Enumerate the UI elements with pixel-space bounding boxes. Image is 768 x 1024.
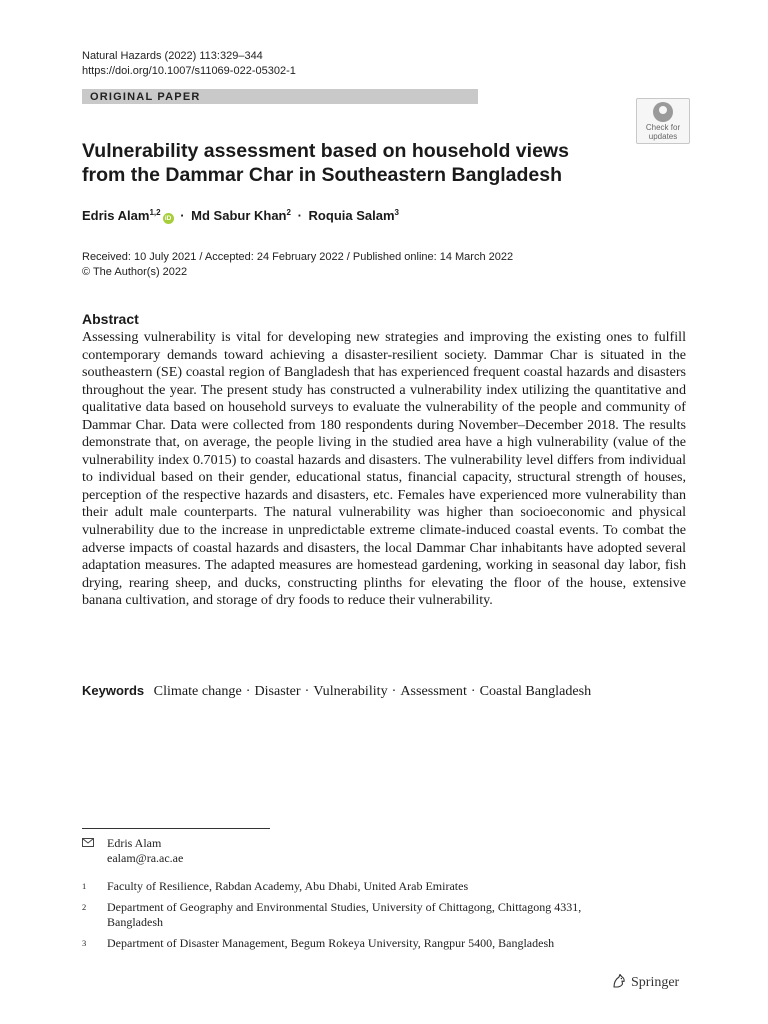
author-affiliation-ref: 2 xyxy=(286,208,291,217)
corresponding-author xyxy=(107,836,183,866)
affiliation-text: Faculty of Resilience, Rabdan Academy, Abu Dhabi, United Arab Emirates xyxy=(107,879,469,893)
keyword-separator: · xyxy=(391,683,397,699)
affiliation-text: Department of Disaster Management, Begum Rokeya University, Rangpur 5400, Bangladesh xyxy=(107,936,555,950)
publication-dates xyxy=(82,250,513,280)
author-list xyxy=(82,208,399,224)
keyword: Coastal Bangladesh xyxy=(479,683,592,699)
author-separator: · xyxy=(180,208,185,223)
corresponding-author-name: Edris Alam xyxy=(107,836,162,850)
affiliation-number: 3 xyxy=(82,938,87,948)
affiliation-text-line-1: Department of Geography and Environmental Studies, University of Chittagong, Chittagong 4331, xyxy=(107,900,582,914)
publisher-logo xyxy=(611,973,679,991)
affiliation-2 xyxy=(0,900,768,932)
author-name[interactable]: Edris Alam xyxy=(82,208,150,223)
article-type-bar xyxy=(82,89,478,104)
author-name[interactable]: Md Sabur Khan xyxy=(191,208,287,223)
article-title xyxy=(82,139,602,187)
title-line-1: Vulnerability assessment based on household views xyxy=(82,140,569,162)
keyword-separator: · xyxy=(470,683,476,699)
keyword-separator: · xyxy=(304,683,310,699)
affiliation-text-line-2: Bangladesh xyxy=(107,915,163,929)
orcid-icon[interactable]: iD xyxy=(163,213,174,224)
abstract-heading: Abstract xyxy=(82,311,139,327)
crossmark-label: Check for updates xyxy=(645,123,681,141)
author-name[interactable]: Roquia Salam xyxy=(308,208,395,223)
keyword: Vulnerability xyxy=(313,683,388,699)
keyword: Climate change xyxy=(153,683,242,699)
keyword: Disaster xyxy=(254,683,301,699)
history-dates: Received: 10 July 2021 / Accepted: 24 February 2022 / Published online: 14 March 2022 xyxy=(82,251,514,263)
publisher-name: Springer xyxy=(631,975,680,990)
affiliation-3 xyxy=(0,936,768,952)
article-type-label: ORIGINAL PAPER xyxy=(90,91,201,103)
copyright-notice: © The Author(s) 2022 xyxy=(82,266,188,278)
affiliation-number: 2 xyxy=(82,902,87,912)
affiliation-number: 1 xyxy=(82,881,87,891)
footnote-divider xyxy=(82,828,270,829)
springer-horse-icon xyxy=(611,973,627,989)
corresponding-author-email[interactable]: ealam@ra.ac.ae xyxy=(107,851,184,865)
check-for-updates-button[interactable] xyxy=(636,98,690,144)
journal-info xyxy=(82,49,296,79)
title-line-2: from the Dammar Char in Southeastern Bangladesh xyxy=(82,164,563,186)
keywords-label: Keywords xyxy=(82,683,145,698)
abstract-body: Assessing vulnerability is vital for developing new strategies and improving the existing ones to fulfill contemporary demands toward achieving a disaster-resilient society. Dammar Char is situated in the southeastern (SE) coastal region of Bangladesh that has experienced frequent coastal hazards and disasters throughout the year. The present study has constructed a vulnerability index utilizing the quantitative and qualitative data based on household surveys to evaluate the vulnerability of the people and community of Dammar Char. Data were collected from 180 respondents during November–December 2018. The results demonstrate that, on average, the people living in the studied area have a high vulnerability (value of the vulnerability index 0.7015) to coastal hazards and disasters. The vulnerability level differs from individual to individual based on their gender, educational status, financial capacity, structural strength of houses, perception of the respective hazards and disasters, etc. Females have experienced more vulnerability than their adult male counterparts. The natural vulnerability was higher than socioeconomic and physical vulnerability due to the increase in unpredictable extreme climate-induced coastal events. To combat the adverse impacts of coastal hazards and disasters, the local Dammar Char inhabitants have adopted several adaptation measures. The adapted measures are homestead gardening, working in seasonal day labor, fish drying, rearing sheep, and ducks, constructing plinths for elevating the floor of the house, extensive banana cultivation, and storage of dry foods to reduce their vulnerability. xyxy=(82,329,686,609)
affiliation-1 xyxy=(0,879,768,895)
keywords-line xyxy=(82,683,686,700)
journal-citation: Natural Hazards (2022) 113:329–344 xyxy=(82,50,263,62)
keyword-separator: · xyxy=(245,683,251,699)
author-separator: · xyxy=(297,208,302,223)
keyword: Assessment xyxy=(400,683,467,699)
author-affiliation-ref: 1,2 xyxy=(149,208,161,217)
envelope-icon xyxy=(82,838,94,847)
author-affiliation-ref: 3 xyxy=(394,208,399,217)
crossmark-icon xyxy=(653,102,673,122)
doi-link[interactable]: https://doi.org/10.1007/s11069-022-05302-1 xyxy=(82,65,296,77)
